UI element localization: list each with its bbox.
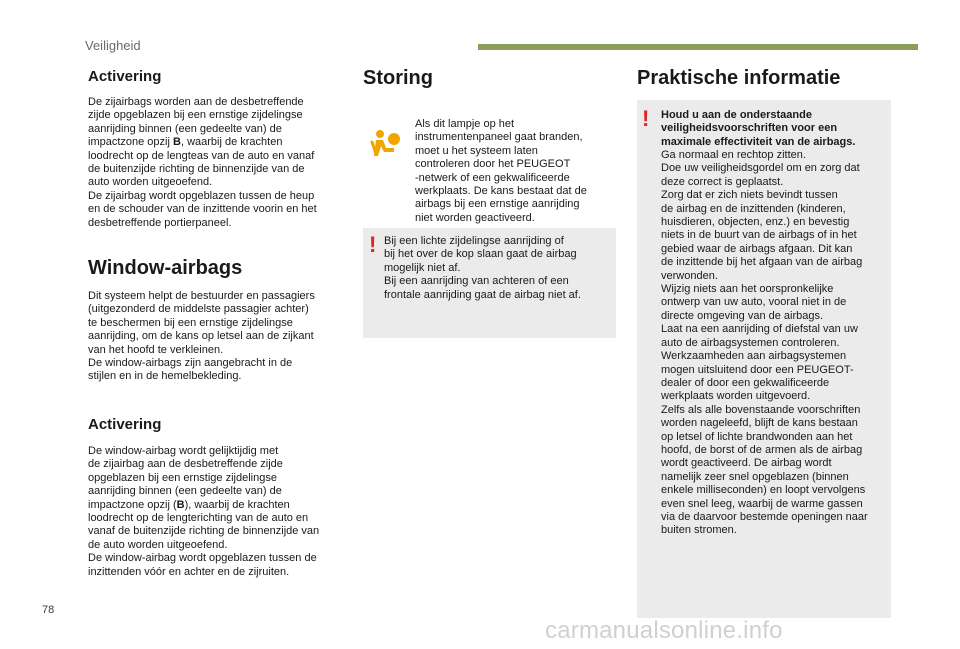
- activering-text-2: De window-airbag wordt gelijktijdig met de zijairbag aan de desbetreffende zijde opgeblazen bij een ernstige zijdelingse aanrijding binnen (een gedeelte van) de impactzone opzij (B), waarbij de krachten loodrecht op de lengterichting van de auto en vanaf de buitenzijde richting de binnenzijde van de auto worden uitgeoefend. De window-airbag wordt opgeblazen tussen de inzittenden vóór en achter en de zijruiten.: [88, 445, 320, 578]
- storing-text: Als dit lampje op het instrumentenpaneel gaat branden, moet u het systeem laten controleren door het PEUGEOT -netwerk of een gekwalificeerde werkplaats. De kans bestaat dat de airbags bij een ernstige aanrijding niet worden geactiveerd.: [415, 118, 587, 224]
- warning-exclamation-icon: !: [369, 232, 377, 257]
- activering-heading-1: Activering: [88, 68, 162, 85]
- storing-heading: Storing: [363, 67, 433, 89]
- warning-exclamation-icon: !: [642, 106, 650, 131]
- activering-heading-2: Activering: [88, 416, 162, 433]
- side-impact-warning-box: [363, 228, 616, 338]
- window-airbags-text: Dit systeem helpt de bestuurder en passagiers (uitgezonderd de middelste passagier achter) te beschermen bij een ernstige zijdelingse aanrijding, om de kans op letsel aan de zijkant van het hoofd te verkleinen. De window-airbags zijn aangebracht in de stijlen en in de hemelbekleding.: [88, 290, 315, 383]
- page-number: 78: [42, 604, 55, 616]
- watermark: carmanualsonline.info: [545, 617, 783, 644]
- window-airbags-heading: Window-airbags: [88, 257, 243, 279]
- section-label: Veiligheid: [85, 38, 141, 53]
- practical-info-intro: Houd u aan de onderstaande veiligheidsvoorschriften voor een maximale effectiviteit van de airbags.: [661, 109, 856, 148]
- praktische-informatie-heading: Praktische informatie: [637, 67, 841, 89]
- side-impact-warning-text: Bij een lichte zijdelingse aanrijding of bij het over de kop slaan gaat de airbag mogelijk niet af. Bij een aanrijding van achteren of een frontale aanrijding gaat de airbag niet af.: [384, 235, 581, 301]
- airbag-warning-icon: [368, 128, 402, 162]
- practical-info-text: Ga normaal en rechtop zitten. Doe uw veiligheidsgordel om en zorg dat deze correct is geplaatst. Zorg dat er zich niets bevindt tussen de airbag en de inzittenden (kinderen, huisdieren, objecten, enz.) en bevestig niets in de buurt van de airbags of in het gebied waar de airbags afgaan. Dit kan de inzittende bij het afgaan van de airbag verwonden. Wijzig niets aan het oorspronkelijke ontwerp van uw auto, vooral niet in de directe omgeving van de airbags. Laat na een aanrijding of diefstal van uw auto de airbagsystemen controleren. Werkzaamheden aan airbagsystemen mogen uitsluitend door een PEUGEOT- dealer of door een gekwalificeerde werkplaats worden uitgevoerd. Zelfs als alle bovenstaande voorschriften worden nageleefd, blijft de kans bestaan op letsel of lichte brandwonden aan het hoofd, de borst of de armen als de airbag wordt geactiveerd. De airbag wordt namelijk zeer snel opgeblazen (binnen enkele milliseconden) en loopt vervolgens even snel leeg, waarbij de warme gassen via de daarvoor bestemde openingen naar buiten stromen.: [661, 149, 868, 537]
- activering-text-1: De zijairbags worden aan de desbetreffende zijde opgeblazen bij een ernstige zijdelingse aanrijding binnen (een gedeelte van) de impactzone opzij B, waarbij de krachten loodrecht op de lengteas van de auto en vanaf de buitenzijde richting de binnenzijde van de auto worden uitgeoefend. De zijairbag wordt opgeblazen tussen de heup en de schouder van de inzittende voorin en het desbetreffende portierpaneel.: [88, 96, 317, 229]
- practical-info-box: [637, 100, 891, 618]
- header-bar: [478, 44, 918, 50]
